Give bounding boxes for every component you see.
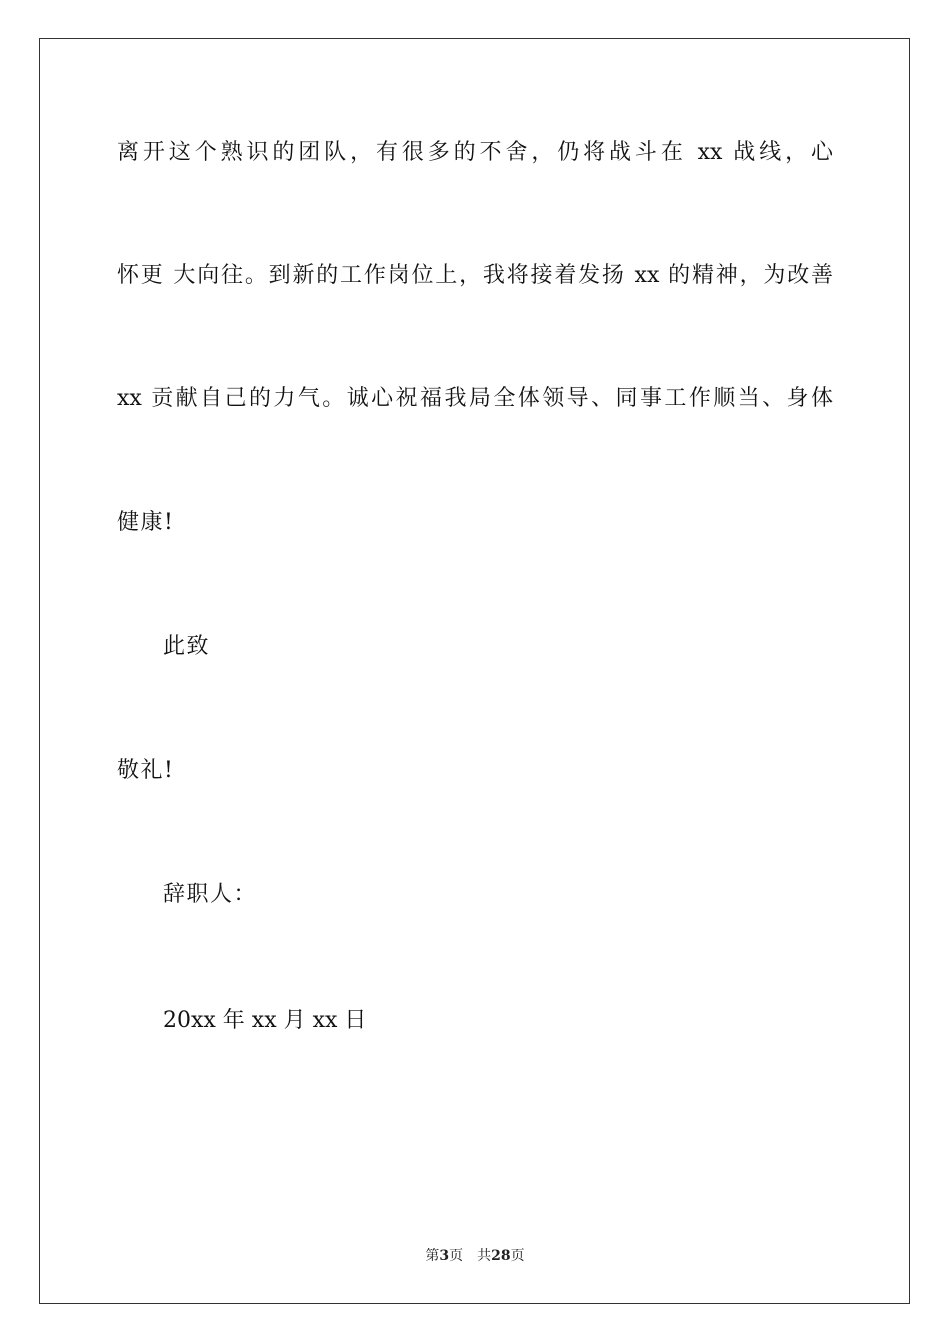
closing-regards: 敬礼! bbox=[117, 758, 175, 783]
signer-label: 辞职人： bbox=[163, 882, 258, 907]
paragraph-line: 健康! bbox=[117, 510, 175, 535]
page-border bbox=[39, 38, 910, 1304]
total-page-count: 28 bbox=[491, 1248, 511, 1264]
page-prefix: 第 bbox=[425, 1248, 440, 1264]
page-number-footer bbox=[0, 1247, 950, 1265]
paragraph-line: 怀更 大向往。到新的工作岗位上，我将接着发扬 xx 的精神，为改善 bbox=[117, 263, 833, 288]
closing-salutation: 此致 bbox=[163, 634, 211, 659]
page-unit: 页 bbox=[449, 1248, 464, 1264]
paragraph-line: xx 贡献自己的力气。诚心祝福我局全体领导、同事工作顺当、身体 bbox=[117, 386, 833, 411]
paragraph-line: 离开这个熟识的团队，有很多的不舍，仍将战斗在 xx 战线，心 bbox=[117, 140, 833, 165]
signature-date: 20xx 年 xx 月 xx 日 bbox=[163, 1008, 367, 1033]
current-page-number: 3 bbox=[439, 1248, 450, 1264]
total-prefix: 共 bbox=[477, 1248, 492, 1264]
total-unit: 页 bbox=[510, 1248, 525, 1264]
